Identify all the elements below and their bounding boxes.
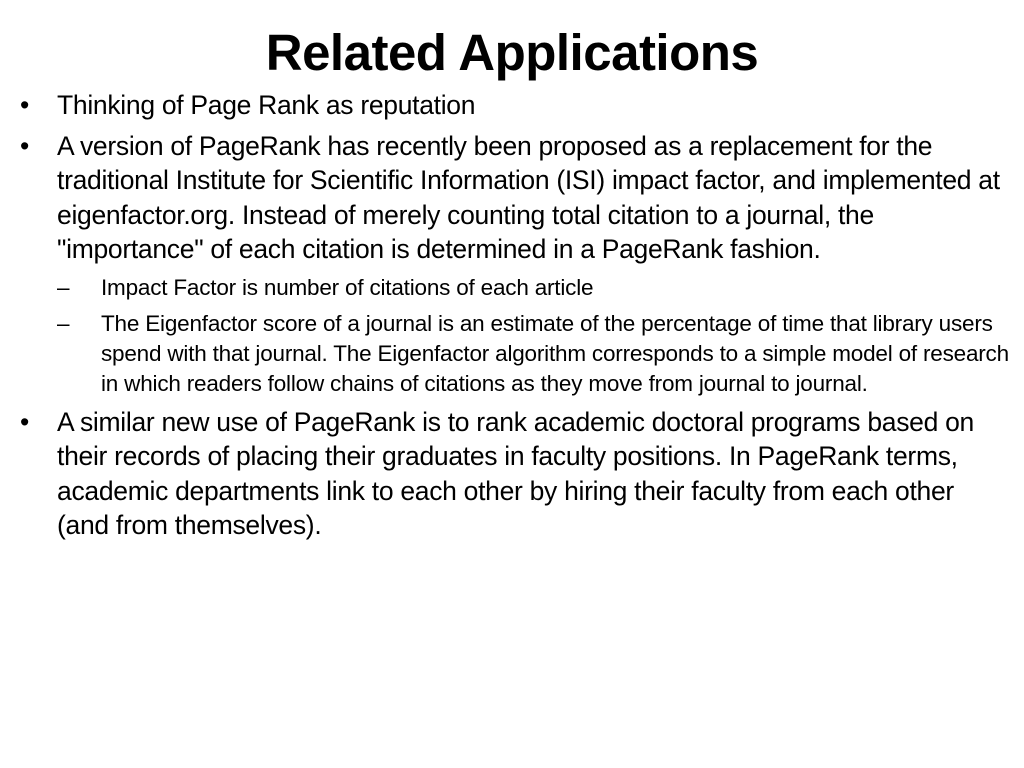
sub-bullet-item	[57, 273, 1010, 303]
bullet-item	[20, 129, 1010, 267]
sub-bullet-marker: –	[57, 310, 70, 336]
bullet-marker: •	[20, 130, 29, 161]
sub-bullet-text: The Eigenfactor score of a journal is an estimate of the percentage of time that library users spend with that journal. The Eigenfactor algorithm corresponds to a simple model of research in which readers follow chains of citations as they move from journal to journal.	[101, 310, 1009, 396]
bullet-text: A similar new use of PageRank is to rank academic doctoral programs based on their records of placing their graduates in faculty positions. In PageRank terms, academic departments link to each other by hiring their faculty from each other (and from themselves).	[57, 406, 974, 540]
bullet-marker: •	[20, 90, 29, 120]
bullet-marker: •	[20, 406, 29, 437]
bullet-text: A version of PageRank has recently been proposed as a replacement for the traditional Institute for Scientific Information (ISI) impact factor, and implemented at eigenfactor.org. Instead of merely counting total citation to a journal, the "importance" of each citation is determined in a PageRank fashion.	[57, 130, 1000, 264]
bullet-item	[20, 88, 1010, 123]
sub-bullet-list	[20, 273, 1010, 399]
sub-bullet-marker: –	[57, 274, 70, 300]
bullet-text: Thinking of Page Rank as reputation	[57, 90, 476, 120]
sub-bullet-item	[57, 309, 1010, 399]
bullet-list	[20, 88, 1010, 549]
bullet-item	[20, 405, 1010, 543]
slide-title: Related Applications	[265, 24, 759, 81]
sub-bullet-text: Impact Factor is number of citations of each article	[101, 274, 594, 300]
